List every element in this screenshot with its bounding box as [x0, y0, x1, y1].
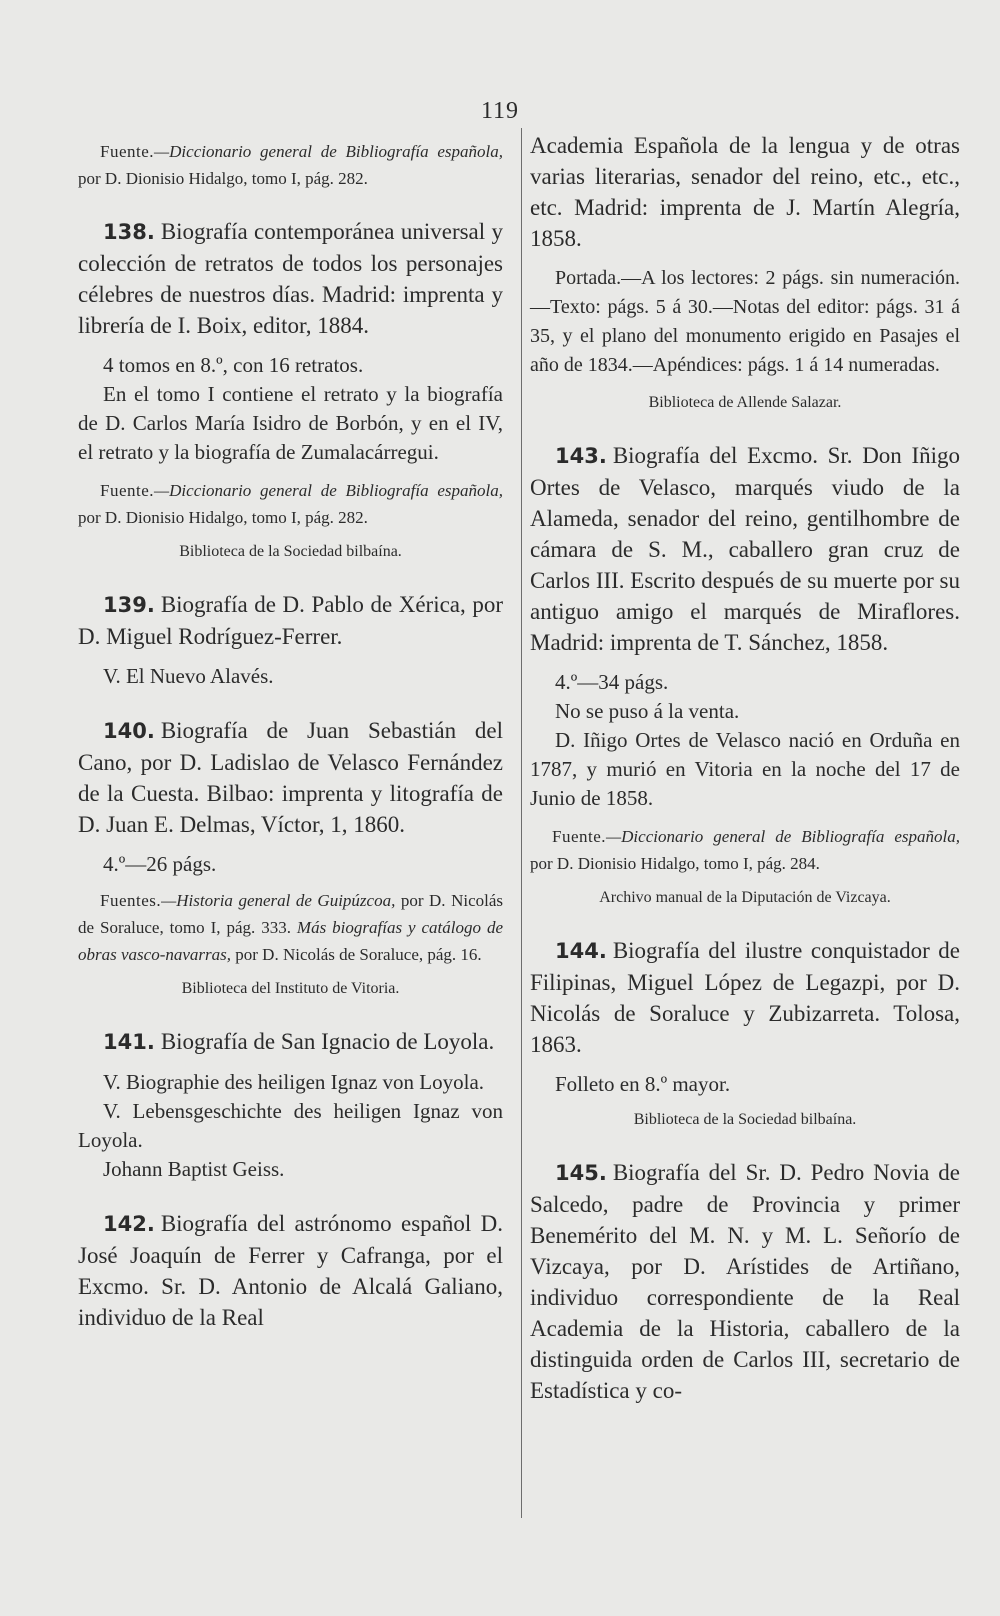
library-location: Archivo manual de la Diputación de Vizcaya. [599, 889, 891, 906]
entry-text: 145. Biografía del Sr. D. Pedro Novia de Salcedo, padre de Provincia y primer Benemérito del M. N. y M. L. Señorío de Vizcaya, por D. Arístides de Artiñano, individuo correspondiente de la Real Academia de la Historia, caballero de la distinguida orden de Carlos III, secretario de Estadística y co- [530, 1160, 960, 1403]
entry-continuation: Academia Española de la lengua y de otras varias literarias, senador del reino, etc., etc., etc. Madrid: imprenta de J. Martín Alegría, 1858. [530, 133, 960, 251]
library-location: Biblioteca de Allende Salazar. [648, 394, 842, 411]
entry-text: 140. Biografía de Juan Sebastián del Cano, por D. Ladislao de Velasco Fernández de la Cuesta. Bilbao: imprenta y litografía de D. Juan E. Delmas, Víctor, 1, 1860. [78, 718, 503, 837]
entry-description: 4 tomos en 8.º, con 16 retratos. [103, 353, 364, 377]
entry-text: 142. Biografía del astrónomo español D. José Joaquín de Ferrer y Cafranga, por el Excmo. Sr. D. Antonio de Alcalá Galiano, individuo de la Real [78, 1211, 503, 1330]
entry-143 [530, 440, 960, 911]
entry-reference: V. El Nuevo Alavés. [103, 664, 274, 688]
entry-138 [78, 216, 503, 565]
page-number: 119 [480, 98, 520, 124]
entry-description: Portada.—A los lectores: 2 págs. sin numeración.—Texto: págs. 5 á 30.—Notas del editor: págs. 31 á 35, y el plano del monumento erigido en Pasajes el año de 1834.—Apéndices: págs. 1 á 14 numeradas. [530, 267, 960, 376]
source-note: Fuente.—Diccionario general de Bibliografía española, por D. Dionisio Hidalgo, tomo I, pág. 282. [78, 481, 503, 527]
library-location: Biblioteca del Instituto de Vitoria. [181, 980, 400, 997]
right-column [530, 130, 960, 1416]
left-column [78, 130, 503, 1343]
entry-text: 138. Biografía contemporánea universal y colección de retratos de todos los personajes célebres de nuestros días. Madrid: imprenta y librería de I. Boix, editor, 1884. [78, 219, 503, 338]
source-note: Fuente.—Diccionario general de Bibliografía española, por D. Dionisio Hidalgo, tomo I, pág. 282. [78, 142, 503, 188]
column-divider [521, 128, 522, 1518]
source-note: Fuente.—Diccionario general de Bibliografía española, por D. Dionisio Hidalgo, tomo I, pág. 284. [530, 827, 960, 873]
entry-144 [530, 935, 960, 1133]
entry-141 [78, 1026, 503, 1184]
entry-author: Johann Baptist Geiss. [103, 1157, 285, 1181]
entry-text: 139. Biografía de D. Pablo de Xérica, por D. Miguel Rodríguez-Ferrer. [78, 592, 503, 649]
entry-reference: V. Biographie des heiligen Ignaz von Loyola. [103, 1070, 485, 1094]
source-note: Fuentes.—Historia general de Guipúzcoa, por D. Nicolás de Soraluce, tomo I, pág. 333. Más biografías y catálogo de obras vasco-navarras, por D. Nicolás de Soraluce, pág. 16. [78, 891, 504, 964]
entry-142 [78, 1208, 503, 1333]
entry-note: No se puso á la venta. [555, 699, 740, 723]
entry-description: 4.º—26 págs. [103, 852, 217, 876]
entry-140 [78, 715, 503, 1002]
entry-description: Folleto en 8.º mayor. [555, 1072, 731, 1096]
entry-note: D. Iñigo Ortes de Velasco nació en Orduña en 1787, y murió en Vitoria en la noche del 17 de Junio de 1858. [530, 728, 960, 810]
entry-reference: V. Lebensgeschichte des heiligen Ignaz von Loyola. [78, 1099, 503, 1152]
entry-note: En el tomo I contiene el retrato y la biografía de D. Carlos María Isidro de Borbón, y en el IV, el retrato y la biografía de Zumalacárregui. [78, 382, 503, 464]
entry-description: 4.º—34 págs. [555, 670, 669, 694]
entry-145 [530, 1157, 960, 1406]
entry-text: 144. Biografía del ilustre conquistador de Filipinas, Miguel López de Legazpi, por D. Nicolás de Soraluce y Zubizarreta. Tolosa, 1863. [530, 938, 960, 1057]
entry-text: 141. Biografía de San Ignacio de Loyola. [103, 1029, 495, 1054]
entry-text: 143. Biografía del Excmo. Sr. Don Iñigo Ortes de Velasco, marqués viudo de la Alameda, senador del reino, gentilhombre de cámara de S. M., caballero gran cruz de Carlos III. Escrito después de su muerte por su antiguo amigo el marqués de Miraflores. Madrid: imprenta de T. Sánchez, 1858. [530, 443, 960, 655]
library-location: Biblioteca de la Sociedad bilbaína. [179, 543, 402, 560]
entry-139 [78, 589, 503, 691]
library-location: Biblioteca de la Sociedad bilbaína. [633, 1111, 857, 1128]
